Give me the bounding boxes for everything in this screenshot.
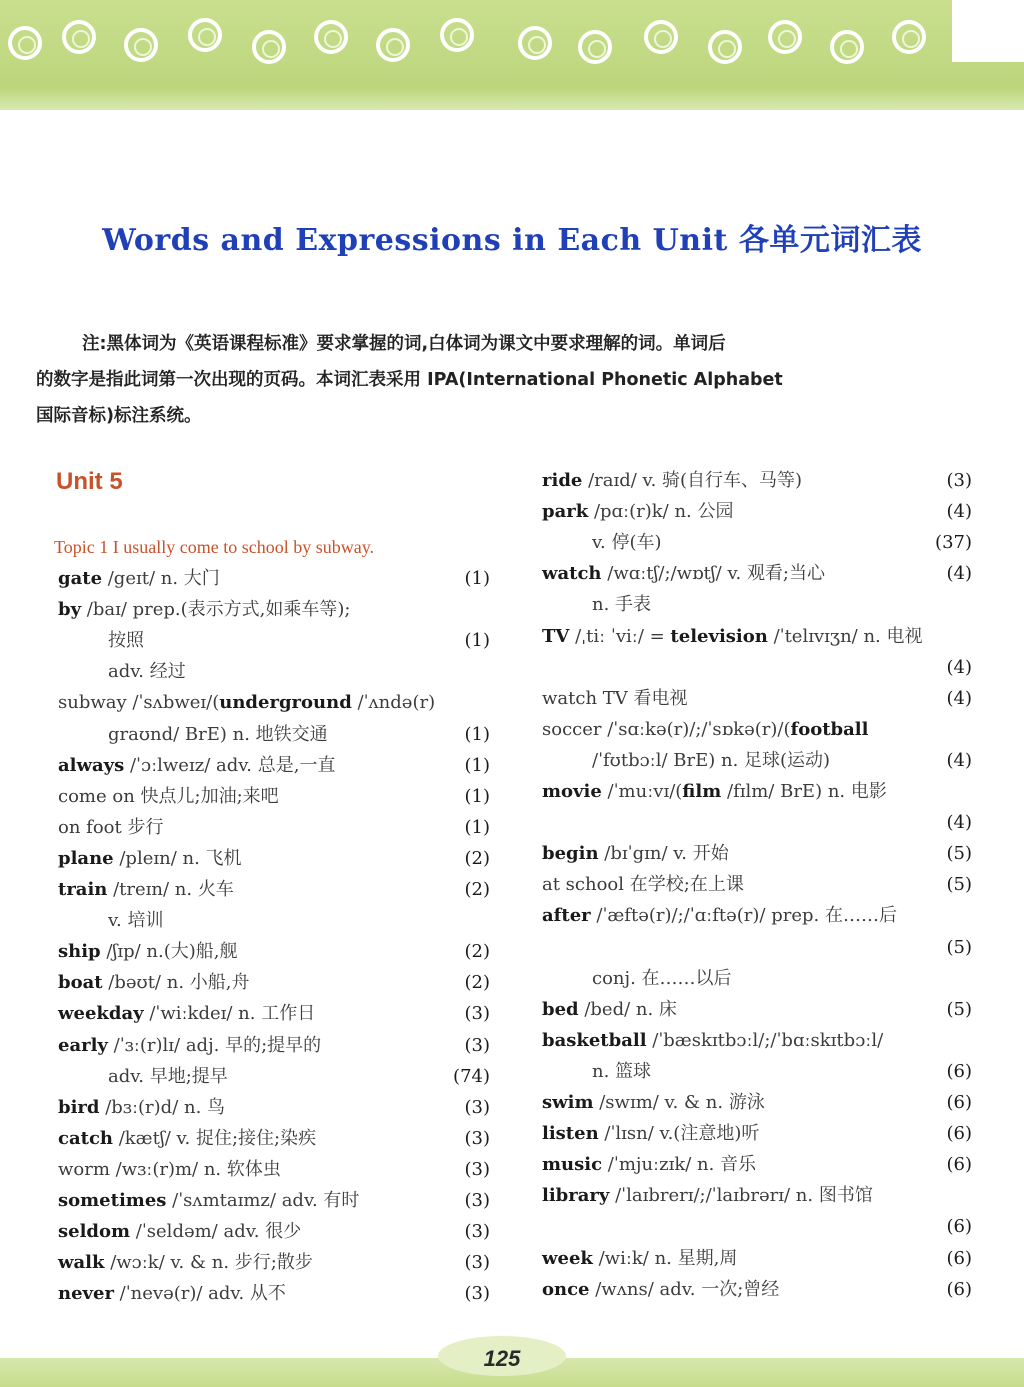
page-reference: (1) (464, 568, 490, 589)
page-reference: (2) (464, 847, 490, 869)
vocab-entry-line (542, 1243, 972, 1274)
headword: walk (58, 1252, 105, 1274)
vocab-entry-line (58, 936, 490, 967)
headword: ride (542, 470, 583, 491)
page-reference: (3) (464, 1158, 490, 1180)
ring-ornament (768, 20, 802, 54)
definition: /bɪˈgɪn/ v. 开始 (598, 843, 729, 865)
page-reference: (4) (946, 749, 972, 771)
page-reference: (5) (946, 843, 972, 865)
entry-text (58, 719, 328, 750)
page-reference: (2) (464, 879, 490, 900)
definition: /ˈsʌmtaɪmz/ adv. 有时 (166, 1190, 360, 1211)
entry-text (58, 1216, 301, 1247)
entry-text (58, 998, 315, 1029)
vocab-entry-line (542, 838, 972, 869)
vocab-entry-line (542, 963, 972, 994)
entry-text (58, 874, 234, 905)
definition: v. 停(车) (592, 532, 662, 554)
vocab-entry-line (58, 1092, 490, 1123)
entry-text (542, 963, 732, 994)
note-line: 国际音标)标注系统。 (36, 406, 202, 426)
vocab-entry-line (542, 1180, 972, 1211)
vocab-entry-line (542, 683, 972, 714)
entry-text (542, 776, 887, 807)
page-reference: (4) (946, 687, 972, 709)
entry-text (58, 1247, 313, 1278)
headword: underground (219, 692, 352, 714)
entry-text (58, 750, 335, 781)
headword: boat (58, 972, 103, 994)
entry-text (542, 745, 830, 776)
vocab-entry-line (58, 1123, 490, 1154)
vocab-entry-line (542, 1087, 972, 1118)
entry-text (542, 1243, 737, 1274)
entry-text (58, 1278, 286, 1309)
ring-ornament (314, 20, 348, 54)
definition: /ˈɜː(r)lɪ/ adj. 早的;提早的 (107, 1034, 322, 1056)
entry-text (58, 563, 220, 594)
headword: swim (542, 1092, 594, 1113)
definition: n. 篮球 (592, 1060, 652, 1082)
light-word: worm (58, 1158, 110, 1180)
headword: music (542, 1154, 603, 1176)
vocab-entry-line (58, 1030, 490, 1061)
headword: plane (58, 847, 114, 869)
definition: /ˈlɪsn/ v.(注意地)听 (598, 1123, 760, 1145)
page-reference: (3) (464, 1283, 490, 1305)
page-reference: (5) (946, 998, 972, 1020)
headword: catch (58, 1127, 113, 1149)
page-reference: (3) (464, 1096, 490, 1118)
definition: /wɜː(r)m/ n. 软体虫 (109, 1158, 281, 1180)
page-reference: (6) (946, 1247, 972, 1269)
page-reference: (1) (464, 630, 490, 652)
entry-text (58, 936, 237, 967)
definition: v. 培训 (108, 910, 164, 932)
vocab-entry-line (58, 874, 490, 905)
vocab-entry-line (542, 1211, 972, 1242)
definition: /kætʃ/ v. 捉住;接住;染疾 (112, 1127, 317, 1149)
note-line: 的数字是指此词第一次出现的页码。本词汇表采用 IPA(International Phonetic Alphabet (36, 370, 783, 390)
definition: /baɪ/ prep.(表示方式,如乘车等); (81, 599, 351, 621)
entry-text (542, 558, 825, 589)
definition: adv. 经过 (108, 661, 186, 683)
page-reference: (6) (946, 1154, 972, 1176)
definition: /ˈmuːvɪ/( (601, 781, 683, 802)
banner-corner (952, 0, 1024, 62)
entry-text (58, 1092, 225, 1123)
headword: train (58, 879, 108, 900)
light-word: on foot 步行 (58, 816, 164, 838)
ring-ornament (188, 18, 222, 52)
headword: early (58, 1034, 108, 1056)
headword: watch (542, 563, 602, 585)
vocab-entry-line (58, 905, 490, 936)
entry-text (58, 687, 435, 718)
top-decorative-banner (0, 0, 1024, 110)
ring-ornament (518, 26, 552, 60)
vocab-entry-line (58, 1154, 490, 1185)
headword: bird (58, 1096, 100, 1118)
page-reference: (3) (464, 1252, 490, 1274)
light-word: watch TV 看电视 (542, 687, 688, 709)
entry-text (58, 1061, 228, 1092)
ring-ornament (440, 18, 474, 52)
entry-text (58, 1123, 316, 1154)
headword: once (542, 1278, 590, 1300)
definition: /bɜː(r)d/ n. 鸟 (99, 1096, 226, 1118)
definition: /ˈɔːlweɪz/ adv. 总是,一直 (124, 754, 336, 776)
vocab-entry-line (542, 714, 972, 745)
ring-ornament (252, 30, 286, 64)
headword: seldom (58, 1221, 131, 1243)
entry-text (58, 967, 249, 998)
definition: /ˈʌndə(r) (351, 692, 436, 714)
vocab-entry-line (542, 527, 972, 558)
definition: /wiːk/ n. 星期,周 (592, 1247, 738, 1269)
vocab-entry-line (542, 1274, 972, 1305)
vocab-entry-line (542, 745, 972, 776)
page-reference: (6) (946, 1060, 972, 1082)
vocab-entry-line (542, 807, 972, 838)
decorative-rings (8, 18, 968, 68)
page-reference: (4) (946, 501, 972, 523)
page-reference: (1) (464, 816, 490, 838)
definition: /swɪm/ v. & n. 游泳 (593, 1092, 765, 1113)
page-reference: (5) (946, 874, 972, 896)
entry-text (58, 1185, 359, 1216)
entry-text (58, 656, 186, 687)
definition: /wʌns/ adv. 一次;曾经 (589, 1278, 780, 1300)
page-reference: (1) (464, 754, 490, 776)
page-reference: (3) (464, 1003, 490, 1025)
vocab-entry-line (542, 1025, 972, 1056)
entry-text (542, 683, 688, 714)
page-reference: (4) (946, 812, 972, 834)
entry-text (542, 621, 922, 652)
ring-ornament (892, 20, 926, 54)
definition: /ʃɪp/ n.(大)船,舰 (100, 941, 238, 963)
entry-text (542, 465, 802, 496)
page-reference: (74) (453, 1065, 490, 1087)
definition: /ˈsɑːkə(r)/;/ˈsɒkə(r)/( (601, 718, 791, 740)
entry-text (58, 781, 279, 812)
headword: bed (542, 998, 579, 1020)
headword: television (670, 625, 768, 647)
page-title: Words and Expressions in Each Unit 各单元词汇表 (102, 223, 922, 258)
vocab-entry-line (58, 1185, 490, 1216)
vocab-entry-line (542, 932, 972, 963)
definition: conj. 在……以后 (592, 967, 732, 989)
ring-ornament (376, 28, 410, 62)
headword: gate (58, 568, 103, 589)
page-reference: (1) (464, 723, 490, 745)
definition: /ˈfʊtbɔːl/ BrE) n. 足球(运动) (592, 749, 831, 771)
vocab-entry-line (542, 994, 972, 1025)
headword: week (542, 1247, 593, 1269)
headword: basketball (542, 1029, 647, 1051)
definition: /treɪn/ n. 火车 (107, 879, 234, 900)
entry-text (542, 1118, 759, 1149)
vocab-entry-line (542, 558, 972, 589)
entry-text (58, 1030, 321, 1061)
vocab-entry-line (58, 719, 490, 750)
headword: film (682, 781, 722, 802)
vocab-entry-line (542, 589, 972, 620)
entry-text (58, 625, 144, 656)
definition: /fɪlm/ BrE) n. 电影 (721, 781, 887, 802)
entry-text (542, 496, 734, 527)
vocab-entry-line (58, 998, 490, 1029)
headword: by (58, 599, 82, 621)
headword: ship (58, 941, 101, 963)
definition: /ˈseldəm/ adv. 很少 (130, 1221, 302, 1243)
page-reference: (3) (946, 470, 972, 491)
vocab-entry-line (58, 750, 490, 781)
definition: n. 手表 (592, 594, 652, 616)
entry-text (542, 527, 662, 558)
page-reference: (6) (946, 1123, 972, 1145)
entry-text (58, 843, 242, 874)
vocab-entry-line (58, 656, 490, 687)
ring-ornament (708, 30, 742, 64)
entry-text (542, 838, 729, 869)
page-reference: (1) (464, 785, 490, 807)
light-word: subway (58, 692, 127, 714)
note-line: 注:黑体词为《英语课程标准》要求掌握的词,白体词为课文中要求理解的词。单词后 (82, 334, 726, 354)
ring-ornament (8, 26, 42, 60)
vocab-entry-line (542, 1149, 972, 1180)
definition: 按照 (108, 630, 144, 652)
page-reference: (3) (464, 1127, 490, 1149)
definition: /pleɪn/ n. 飞机 (113, 847, 242, 869)
entry-text (58, 594, 350, 625)
vocab-entry-line (58, 812, 490, 843)
headword: library (542, 1185, 610, 1207)
headword: football (790, 718, 869, 740)
headword: listen (542, 1123, 599, 1145)
topic-heading: Topic 1 I usually come to school by subway. (54, 537, 375, 557)
vocab-entry-line (58, 625, 490, 656)
definition: /ˈbæskɪtbɔːl/;/ˈbɑːskɪtbɔːl/ (646, 1029, 884, 1051)
ring-ornament (830, 30, 864, 64)
headword: always (58, 754, 125, 776)
entry-text (542, 589, 651, 620)
vocab-entry-line (58, 967, 490, 998)
page-reference: (2) (464, 941, 490, 963)
vocab-entry-line (542, 776, 972, 807)
unit-heading: Unit 5 (56, 468, 123, 495)
definition: /raɪd/ v. 骑(自行车、马等) (582, 470, 803, 491)
ring-ornament (644, 20, 678, 54)
definition: /ˈlaɪbrerɪ/;/ˈlaɪbrərɪ/ n. 图书馆 (609, 1185, 873, 1207)
page-reference: (37) (935, 532, 972, 554)
headword: movie (542, 781, 602, 802)
entry-text (542, 714, 868, 745)
definition: /ˈtelɪvɪʒn/ n. 电视 (767, 625, 923, 647)
definition: /wɔːk/ v. & n. 步行;散步 (104, 1252, 313, 1274)
definition: /wɑːtʃ/;/wɒtʃ/ v. 观看;当心 (601, 563, 826, 585)
definition: /ˈmjuːzɪk/ n. 音乐 (602, 1154, 757, 1176)
entry-text (542, 1274, 779, 1305)
definition: /ˈnevə(r)/ adv. 从不 (113, 1283, 286, 1305)
definition: /bəʊt/ n. 小船,舟 (102, 972, 250, 994)
ring-ornament (124, 28, 158, 62)
entry-text (542, 1025, 883, 1056)
definition: /ˌtiː ˈviː/ = (569, 625, 671, 647)
note-paragraph (36, 326, 976, 434)
vocab-entry-line (58, 1061, 490, 1092)
definition: adv. 早地;提早 (108, 1065, 228, 1087)
ring-ornament (62, 20, 96, 54)
definition: /bed/ n. 床 (578, 998, 677, 1020)
entry-text (542, 1056, 651, 1087)
page-reference: (4) (946, 656, 972, 678)
vocab-entry-line (58, 687, 490, 718)
definition: /ˈæftə(r)/;/ˈɑːftə(r)/ prep. 在……后 (590, 905, 897, 927)
page-reference: (2) (464, 972, 490, 994)
vocab-entry-line (542, 465, 972, 496)
light-word: at school 在学校;在上课 (542, 874, 744, 896)
ring-ornament (578, 30, 612, 64)
headword: never (58, 1283, 114, 1305)
definition: /ˈwiːkdeɪ/ n. 工作日 (143, 1003, 316, 1025)
page-reference: (6) (946, 1216, 972, 1238)
definition: /ˈsʌbweɪ/( (126, 692, 220, 714)
entry-text (542, 1087, 765, 1118)
page-number: 125 (483, 1346, 521, 1371)
entry-text (58, 905, 163, 936)
vocab-entry-line (542, 496, 972, 527)
entry-text (58, 1154, 281, 1185)
headword: after (542, 905, 591, 927)
page-reference: (3) (464, 1190, 490, 1211)
vocab-entry-line (542, 652, 972, 683)
vocab-entry-line (542, 900, 972, 931)
entry-text (542, 1149, 756, 1180)
vocab-entry-line (58, 1216, 490, 1247)
vocab-entry-line (542, 621, 972, 652)
vocab-entry-line (58, 843, 490, 874)
vocab-entry-line (58, 1278, 490, 1309)
entry-text (58, 812, 163, 843)
headword: begin (542, 843, 599, 865)
page-reference: (6) (946, 1092, 972, 1113)
page-reference: (4) (946, 563, 972, 585)
vocab-entry-line (58, 781, 490, 812)
headword: sometimes (58, 1190, 167, 1211)
vocab-entry-line (542, 869, 972, 900)
headword: TV (542, 625, 570, 647)
vocab-entry-line (58, 594, 490, 625)
headword: weekday (58, 1003, 144, 1025)
entry-text (542, 869, 744, 900)
vocab-entry-line (542, 1118, 972, 1149)
entry-text (542, 900, 897, 931)
vocab-entry-line (542, 1056, 972, 1087)
page-reference: (6) (946, 1278, 972, 1300)
page-reference: (3) (464, 1034, 490, 1056)
headword: park (542, 501, 589, 523)
vocab-entry-line (58, 1247, 490, 1278)
definition: /pɑː(r)k/ n. 公园 (588, 501, 734, 523)
page-reference: (5) (946, 936, 972, 958)
entry-text (542, 994, 677, 1025)
light-word: soccer (542, 718, 602, 740)
page-reference: (3) (464, 1221, 490, 1243)
light-word: come on 快点儿;加油;来吧 (58, 785, 279, 807)
definition: /geɪt/ n. 大门 (102, 568, 220, 589)
entry-text (542, 1180, 873, 1211)
vocab-entry-line (58, 563, 490, 594)
definition: graʊnd/ BrE) n. 地铁交通 (108, 723, 328, 745)
